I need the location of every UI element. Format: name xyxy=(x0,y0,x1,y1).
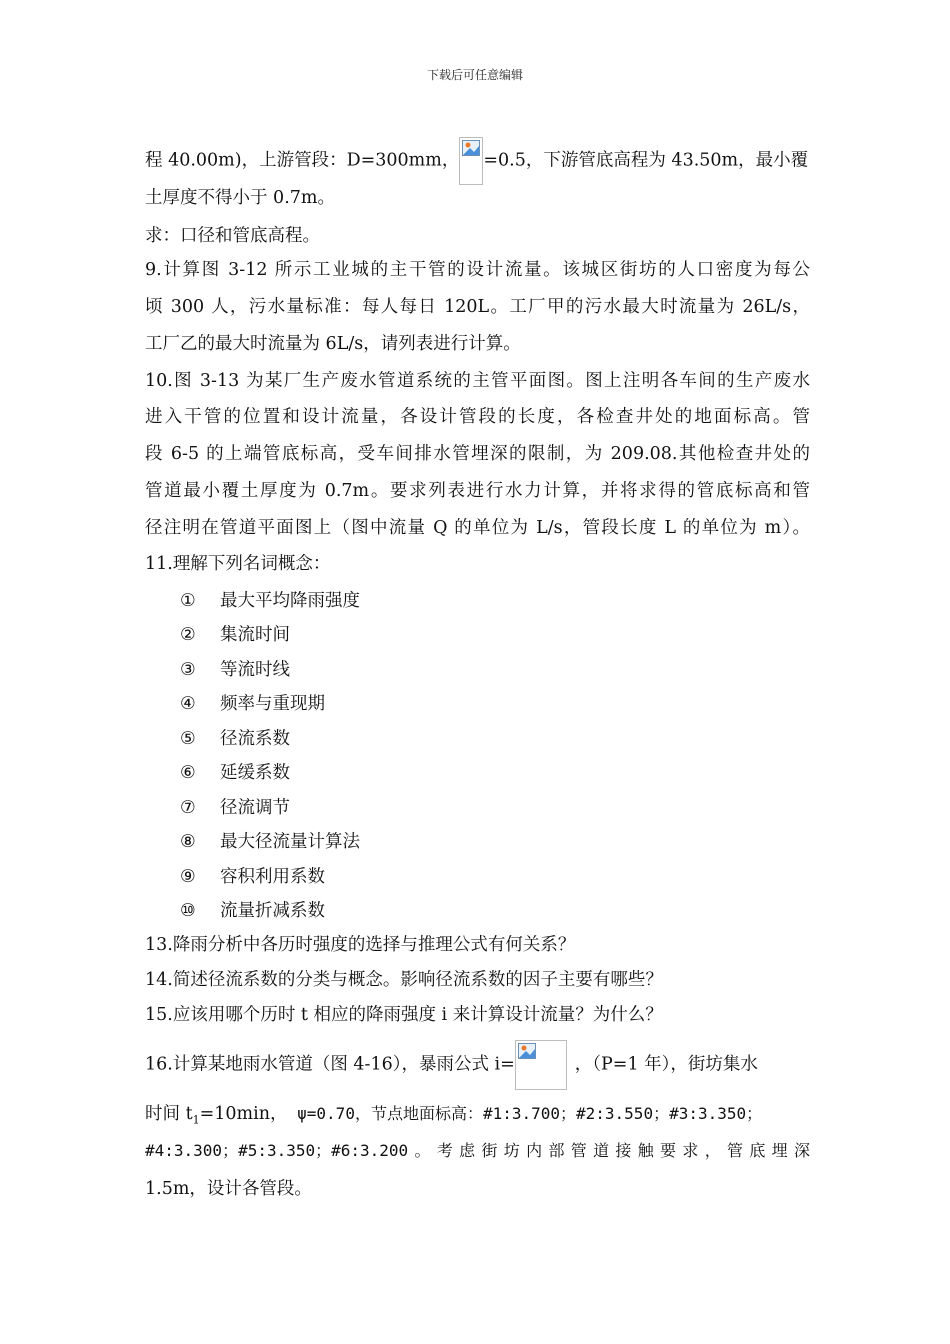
text-line: 段 6-5 的上端管底标高，受车间排水管埋深的限制，为 209.08.其他检查井处的 xyxy=(145,444,810,464)
text-segment: 程 40.00m)，上游管段：D=300mm， xyxy=(145,150,460,171)
list-text: 径流系数 xyxy=(220,729,290,749)
text-line: #4:3.300；#5:3.350；#6:3.200。考虑街坊内部管道接触要求，管底埋深 xyxy=(145,1141,810,1160)
list-item xyxy=(180,623,290,647)
list-number: ② xyxy=(180,625,196,645)
list-text: 延缓系数 xyxy=(220,763,290,783)
text-line: 顷 300 人，污水量标准：每人每日 120L。工厂甲的污水最大时流量为 26L/s， xyxy=(145,297,810,317)
list-number: ⑦ xyxy=(180,798,196,818)
text-segment: 时间 t xyxy=(145,1104,193,1124)
list-number: ⑥ xyxy=(180,763,196,783)
text-line: 工厂乙的最大时流量为 6L/s，请列表进行计算。 xyxy=(145,334,521,354)
list-text: 容积利用系数 xyxy=(220,867,325,887)
list-item xyxy=(180,692,325,716)
list-number: ① xyxy=(180,591,196,611)
list-number: ⑧ xyxy=(180,832,196,852)
text-line: 9.计算图 3-12 所示工业城的主干管的设计流量。该城区街坊的人口密度为每公 xyxy=(145,260,810,280)
text-line: 15.应该用哪个历时 t 相应的降雨强度 i 来计算设计流量？为什么？ xyxy=(145,1005,663,1025)
text-segment: ψ=0.70，节点地面标高：#1:3.700；#2:3.550；#3:3.350； xyxy=(287,1104,763,1123)
list-text: 最大平均降雨强度 xyxy=(220,591,360,611)
list-item xyxy=(180,761,290,785)
list-number: ⑨ xyxy=(180,867,196,887)
text-line: 径注明在管道平面图上（图中流量 Q 的单位为 L/s，管段长度 L 的单位为 m）。 xyxy=(145,518,810,538)
text-line xyxy=(145,137,810,185)
list-item xyxy=(180,830,360,854)
subscript: 1 xyxy=(192,1113,200,1127)
list-number: ④ xyxy=(180,694,196,714)
list-text: 流量折减系数 xyxy=(220,901,325,921)
text-segment: ，（P=1 年），街坊集水 xyxy=(574,1054,758,1075)
text-line xyxy=(145,1102,810,1133)
text-line: 求：口径和管底高程。 xyxy=(145,226,320,246)
text-line: 1.5m，设计各管段。 xyxy=(145,1179,312,1199)
list-item xyxy=(180,899,325,923)
list-text: 等流时线 xyxy=(220,660,290,680)
broken-image-icon xyxy=(515,1040,567,1090)
text-segment: =0.5，下游管底高程为 43.50m，最小覆 xyxy=(483,150,809,171)
text-segment: =10min， xyxy=(199,1104,288,1124)
list-number: ⑩ xyxy=(180,901,196,921)
broken-image-icon xyxy=(459,137,483,185)
list-number: ③ xyxy=(180,660,196,680)
list-text: 集流时间 xyxy=(220,625,290,645)
list-item xyxy=(180,796,290,820)
list-text: 频率与重现期 xyxy=(220,694,325,714)
list-item xyxy=(180,658,290,682)
text-line: 11.理解下列名词概念： xyxy=(145,554,331,574)
page-header: 下载后可任意编辑 xyxy=(426,68,523,82)
text-segment: 16.计算某地雨水管道（图 4-16），暴雨公式 i= xyxy=(145,1054,515,1075)
list-item xyxy=(180,727,290,751)
text-line: 管道最小覆土厚度为 0.7m。要求列表进行水力计算，并将求得的管底标高和管 xyxy=(145,481,810,501)
text-line: 10.图 3-13 为某厂生产废水管道系统的主管平面图。图上注明各车间的生产废水 xyxy=(145,371,810,391)
list-item xyxy=(180,865,325,889)
list-item xyxy=(180,589,360,613)
list-text: 径流调节 xyxy=(220,798,290,818)
list-text: 最大径流量计算法 xyxy=(220,832,360,852)
text-line: 进入干管的位置和设计流量，各设计管段的长度，各检查井处的地面标高。管 xyxy=(145,407,810,427)
text-line: 13.降雨分析中各历时强度的选择与推理公式有何关系？ xyxy=(145,935,576,955)
text-line xyxy=(145,1040,810,1090)
text-line: 土厚度不得小于 0.7m。 xyxy=(145,188,335,208)
text-line: 14.简述径流系数的分类与概念。影响径流系数的因子主要有哪些？ xyxy=(145,970,663,990)
list-number: ⑤ xyxy=(180,729,196,749)
